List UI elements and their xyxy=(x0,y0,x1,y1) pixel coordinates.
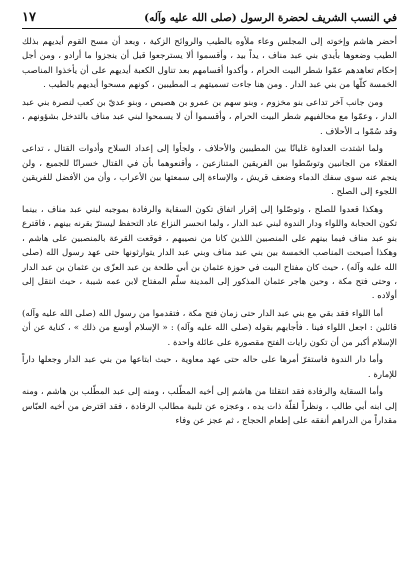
page-header xyxy=(22,6,397,29)
paragraph: أحضر هاشم وإخوته إلى المجلس وعاء ملأوه بالطيب والروائح الزكية ، وبعد أن مسح القوم أيديهم بذلك الطيب وضعوها بأيدي بني عبد مناف ، يداً بيد ، وأقسموا ألا يسترجعوا قبل أن ينجزوا ما أرادو ، ومن أجل إحكام تعاهدهم عمّوا شطر البيت الحرام ، وأكدوا أقسامهم بعد تناول الكعبة أيديهم على أن يأخذوا المناصب الخمسة كلّها من بني عبد الدار . ومن هنا جاءت تسميتهم بـ المطيبين ، كونهم مسحوا أيديهم بالطيب . xyxy=(22,37,397,91)
paragraph: وهكذا قعدوا للصلح ، وتوصّلوا إلى إقرار اتفاق تكون السقاية والرفادة بموجبه لبني عبد مناف ، بينما تكون الحجابة واللواء ودار الندوة لبني عبد الدار ، ولما انحسر النزاع عاد التحفظ ليسترّ بقرنه بينهم ، فاقترع بنو عبد مناف فيما بينهم على المنصبين اللذين كانا من نصيبهم ، فوقعت القرعة بالمنصبين على هاشم ، وهكذا أصبحت المناصب الخمسة بين بني عبد مناف وبني عبد الدار يتوارثونها حتى عهد رسول الله (صلى الله عليه وآله) ، حيث كان مفتاح البيت في حوزة عثمان بن أبي طلحة بن عبد العزّى بن عثمان بن عبد الدار ، وحتى فتح مكة ، وحين هاجر عثمان المذكور إلى المدينة سلّم المفتاح لابن عمه شيبة ، حيث انتقل إلى أولاده . xyxy=(22,204,397,302)
paragraph: ولما اشتدت العداوة غليانًا بين المطيبين والأحلاف ، ولجأوا إلى إعداد السلاح وأدوات القتال ، تداعى العقلاء من الجانبين وتوسّطوا بين الفريقين المتنازعين ، وأقنعوهما بأن في القتال خسرانًا للجميع ، ولن ينجم عنه سوى سفك الدماء وضعف قريش ، والإساءة إلى سمعتها بين الأعراب ، وأن من الأفضل للفريقين اللجوء إلى الصلح . xyxy=(22,144,397,198)
running-title: في النسب الشريف لحضرة الرسول (صلى الله عليه وآله) xyxy=(144,12,397,24)
paragraph: ومن جانب آخر تداعى بنو مخزوم ، وبنو سهم بن عمرو بن هصيص ، وبنو عديّ بن كعب لنصرة بني عبد الدار ، وعمّوا مع محالفيهم شطر البيت الحرام ، وأقسموا أن لا يسمحوا لبني عبد مناف بالتدخل بشؤونهم ، وقد سُمّوا بـ الأحلاف . xyxy=(22,97,397,137)
paragraph: وأما دار الندوة فاستقرّ أمرها على حاله حتى عهد معاوية ، حيث ابتاعها من بني عبد الدار وجعلها داراً للإمارة . xyxy=(22,355,397,380)
page-number: ١٧ xyxy=(22,10,36,25)
page-body xyxy=(22,35,397,428)
paragraph: وأما السقاية والرفادة فقد انتقلتا من هاشم إلى أخيه المطّلب ، ومنه إلى عبد المطّلب بن هاشم ، ومنه إلى ابنه أبي طالب ، ونظراً لقلّة ذات يده ، وعجزه عن تلبية مطالب الرفادة ، فقد اقترض من أخيه العبّاس مقداراً من الدراهم أنفقه على إطعام الحجاج ، ثم عجز عن وفاء xyxy=(22,387,397,426)
paragraph: أما اللواء فقد بقي مع بني عبد الدار حتى زمان فتح مكة ، فتقدموا من رسول الله (صلى الله عليه وآله) قائلين : اجعل اللواء فينا . فأجابهم بقوله (صلى الله عليه وآله) : « الإسلام أوسع من ذلك » ، كناية عن أن الإسلام أكبر من أن تكون رايات الفتح مقصورة على عائلة واحدة . xyxy=(22,308,397,348)
